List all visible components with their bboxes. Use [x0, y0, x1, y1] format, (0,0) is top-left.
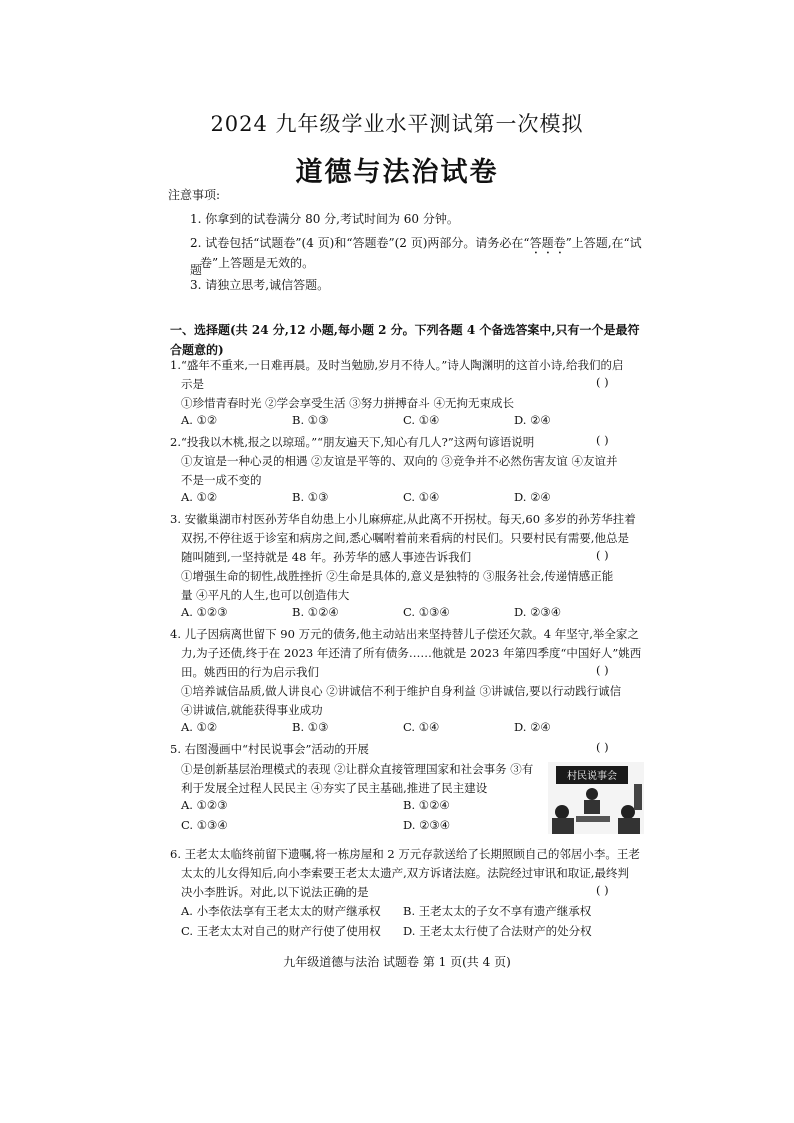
- page-footer: 九年级道德与法治 试题卷 第 1 页(共 4 页): [283, 955, 511, 969]
- q6-option-b: B. 王老太太的子女不享有遗产继承权: [403, 904, 592, 918]
- q1-option-a: A. ①②: [181, 413, 218, 427]
- q6-stem-cont-1: 太太的儿女得知后,向小李索要王老太太遗产,双方诉诸法庭。法院经过审讯和取证,最终判: [181, 866, 629, 880]
- q4-stem: 4. 儿子因病离世留下 90 万元的债务,他主动站出来坚持替儿子偿还欠款。4 年坚守,举全家之: [170, 627, 639, 641]
- q3-option-b: B. ①②④: [292, 605, 339, 619]
- q5-items-cont: 利于发展全过程人民民主 ④夯实了民主基础,推进了民主建设: [181, 781, 488, 795]
- q1-option-b: B. ①③: [292, 413, 329, 427]
- q3-items: ①增强生命的韧性,战胜挫折 ②生命是具体的,意义是独特的 ③服务社会,传递情感正能: [181, 569, 614, 583]
- q4-stem-cont-1: 力,为子还债,终于在 2023 年还清了所有债务……他就是 2023 年第四季度“中国好人”姚西: [181, 646, 642, 660]
- q4-option-c: C. ①④: [403, 720, 440, 734]
- q6-option-c: C. 王老太太对自己的财产行使了使用权: [181, 924, 381, 938]
- q5-option-b: B. ①②④: [403, 798, 450, 812]
- q6-stem: 6. 王老太太临终前留下遗嘱,将一栋房屋和 2 万元存款送给了长期照顾自己的邻居小李。王老: [170, 847, 640, 861]
- q2-option-d: D. ②④: [514, 490, 551, 504]
- q2-stem: 2.“投我以木桃,报之以琼瑶。”“朋友遍天下,知心有几人?”这两句谚语说明: [170, 435, 535, 449]
- q2-items-cont: 不是一成不变的: [181, 473, 262, 487]
- q5-items: ①是创新基层治理模式的表现 ②让群众直接管理国家和社会事务 ③有: [181, 762, 534, 776]
- q4-items: ①培养诚信品质,做人讲良心 ②讲诚信不利于维护自身利益 ③讲诚信,要以行动践行诚信: [181, 684, 622, 698]
- note-3: 3. 请独立思考,诚信答题。: [190, 278, 330, 292]
- q6-answer-paren: ( ): [596, 883, 609, 897]
- q4-answer-paren: ( ): [596, 663, 609, 677]
- q1-stem: 1.“盛年不重来,一日难再晨。及时当勉励,岁月不待人。”诗人陶渊明的这首小诗,给我们的启: [170, 358, 624, 372]
- section-heading: 一、选择题(共 24 分,12 小题,每小题 2 分。下列各题 4 个备选答案中,只有一个是最符合题意的): [170, 323, 640, 357]
- q1-stem-cont: 示是: [181, 377, 204, 391]
- subject-title: 道德与法治试卷: [295, 157, 499, 188]
- q4-stem-cont-2: 田。姚西田的行为启示我们: [181, 665, 319, 679]
- q1-option-d: D. ②④: [514, 413, 551, 427]
- q2-answer-paren: ( ): [596, 433, 609, 447]
- q3-answer-paren: ( ): [596, 548, 609, 562]
- q3-option-a: A. ①②③: [181, 605, 228, 619]
- q3-items-cont: 量 ④平凡的人生,也可以创造伟大: [181, 588, 350, 602]
- q4-option-d: D. ②④: [514, 720, 551, 734]
- notes-heading: 注意事项:: [168, 188, 221, 202]
- q2-option-c: C. ①④: [403, 490, 440, 504]
- q5-stem: 5. 右图漫画中“村民说事会”活动的开展: [170, 742, 369, 756]
- note-2-text-a: 2. 试卷包括“试题卷”(4 页)和“答题卷”(2 页)两部分。请务必在“: [190, 236, 530, 250]
- q1-option-c: C. ①④: [403, 413, 440, 427]
- q3-stem: 3. 安徽巢湖市村医孙芳华自幼患上小儿麻痹症,从此离不开拐杖。每天,60 多岁的孙芳华拄着: [170, 512, 636, 526]
- village-meeting-cartoon: [548, 762, 644, 834]
- q3-option-c: C. ①③④: [403, 605, 450, 619]
- q3-option-d: D. ②③④: [514, 605, 562, 619]
- exam-title: 2024 九年级学业水平测试第一次模拟: [210, 112, 584, 136]
- q1-answer-paren: ( ): [596, 375, 609, 389]
- note-2-text-b: ”上答题,在“试题: [190, 236, 642, 277]
- q2-option-b: B. ①③: [292, 490, 329, 504]
- q4-option-b: B. ①③: [292, 720, 329, 734]
- note-2-emphasis: 答题卷: [529, 236, 566, 250]
- q5-option-c: C. ①③④: [181, 818, 228, 832]
- q6-option-d: D. 王老太太行使了合法财产的处分权: [403, 924, 592, 938]
- q5-option-d: D. ②③④: [403, 818, 451, 832]
- note-2-cont: 卷”上答题是无效的。: [200, 256, 315, 270]
- q4-option-a: A. ①②: [181, 720, 218, 734]
- q2-option-a: A. ①②: [181, 490, 218, 504]
- q5-option-a: A. ①②③: [181, 798, 228, 812]
- cartoon-sign-text: 村民说事会: [567, 771, 617, 782]
- note-1: 1. 你拿到的试卷满分 80 分,考试时间为 60 分钟。: [190, 212, 459, 226]
- q5-answer-paren: ( ): [596, 740, 609, 754]
- q4-items-cont: ④讲诚信,就能获得事业成功: [181, 703, 323, 717]
- q6-stem-cont-2: 决小李胜诉。对此,以下说法正确的是: [181, 885, 369, 899]
- q3-stem-cont-2: 随叫随到,一坚持就是 48 年。孙芳华的感人事迹告诉我们: [181, 550, 472, 564]
- cartoon-illustration-icon: [548, 762, 644, 834]
- q3-stem-cont-1: 双拐,不停往返于诊室和病房之间,悉心嘱咐着前来看病的村民们。只要村民有需要,他总是: [181, 531, 629, 545]
- q1-items: ①珍惜青春时光 ②学会享受生活 ③努力拼搏奋斗 ④无拘无束成长: [181, 396, 514, 410]
- q6-option-a: A. 小李依法享有王老太太的财产继承权: [181, 904, 381, 918]
- q2-items: ①友谊是一种心灵的相遇 ②友谊是平等的、双向的 ③竞争并不必然伤害友谊 ④友谊并: [181, 454, 618, 468]
